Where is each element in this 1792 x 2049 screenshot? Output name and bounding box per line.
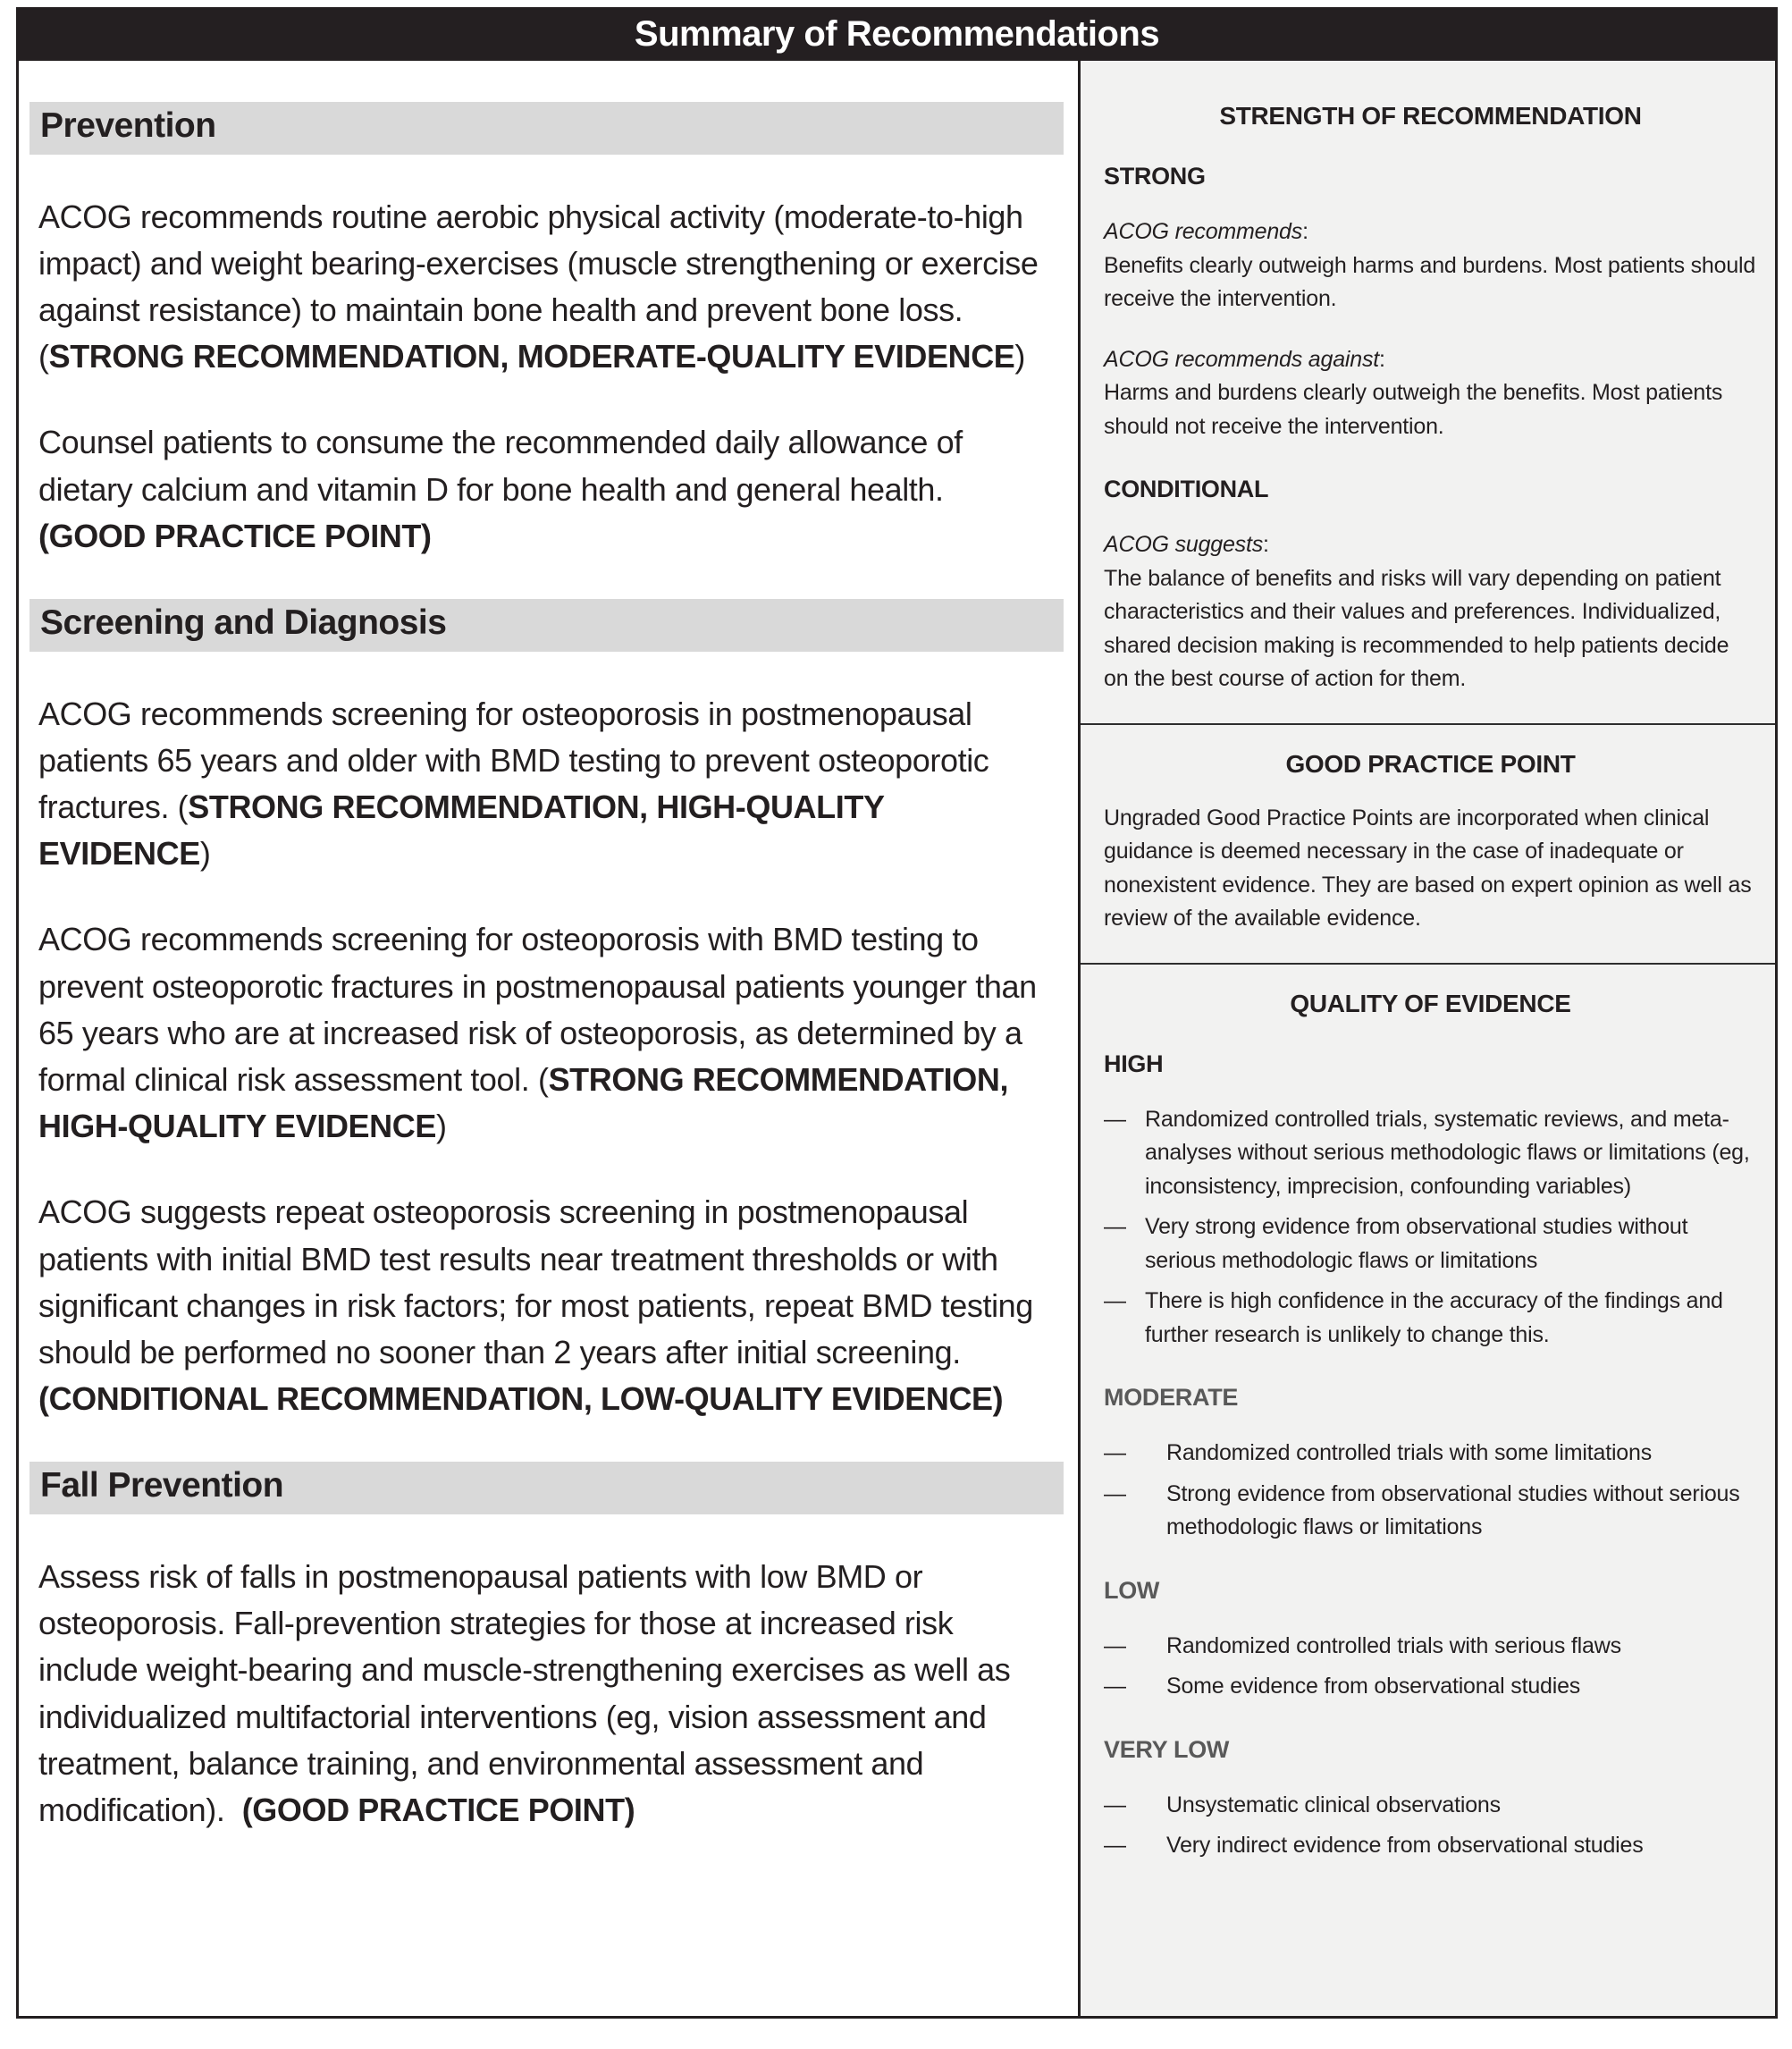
definition-item	[1104, 528, 1757, 696]
bullet-text: Randomized controlled trials, systematic reviews, and meta-analyses without serious methodologic flaws or limitations (eg, inconsistency, imprecision, confounding variables)	[1145, 1106, 1750, 1199]
bullet-item	[1104, 1478, 1757, 1545]
panel-divider-rule	[1081, 963, 1775, 965]
bullet-item	[1104, 1103, 1757, 1204]
section-heading: Fall Prevention	[29, 1462, 1064, 1514]
dash-bullet-marker: —	[1104, 1106, 1126, 1132]
bullet-item	[1104, 1829, 1757, 1863]
definition-lead	[1104, 215, 1757, 249]
recommendation-paragraph	[38, 691, 1042, 878]
lead-italic-text: ACOG recommends	[1104, 219, 1303, 244]
grade-label-text: (CONDITIONAL RECOMMENDATION, LOW-QUALITY EVIDENCE)	[38, 1380, 1004, 1418]
dash-bullet-marker: —	[1104, 1214, 1126, 1239]
bullet-item	[1104, 1210, 1757, 1277]
lead-colon: :	[1379, 346, 1385, 372]
table-header-bar	[19, 10, 1775, 61]
recommendations-column	[19, 61, 1078, 2016]
grade-level-label: CONDITIONAL	[1104, 476, 1269, 502]
definition-body-text: Harms and burdens clearly outweigh the benefits. Most patients should not receive the intervention.	[1104, 380, 1723, 439]
bullet-list	[1104, 1103, 1757, 1353]
dash-bullet-marker: —	[1104, 1440, 1126, 1465]
definition-panel	[1104, 102, 1757, 696]
body-text: Assess risk of falls in postmenopausal patients with low BMD or osteoporosis. Fall-prevention strategies for those at increased risk include weight-bearing and muscle-strengthening exercises as well as individualized multifactorial interventions (eg, vision assessment and treatment, balance training, and environmental assessment and modification).	[38, 1558, 1011, 1828]
bullet-item	[1104, 1285, 1757, 1352]
bullet-item	[1104, 1789, 1757, 1823]
body-text: )	[199, 835, 211, 873]
recommendation-section	[29, 1462, 1064, 1834]
grade-level-label: LOW	[1104, 1576, 1160, 1604]
definition-body-text: The balance of benefits and risks will vary depending on patient characteristics and their values and preferences. Individualized, shared decision making is recommended to help patients decide on the best course of action for them.	[1104, 565, 1729, 691]
section-heading: Screening and Diagnosis	[29, 599, 1064, 652]
lead-italic-text: ACOG suggests	[1104, 532, 1264, 557]
definition-lead	[1104, 343, 1757, 377]
bullet-text: Very indirect evidence from observational studies	[1166, 1833, 1644, 1858]
definition-item	[1104, 343, 1757, 444]
definitions-column	[1078, 61, 1775, 2016]
bullet-item	[1104, 1670, 1757, 1704]
grade-label-text: STRONG RECOMMENDATION, HIGH-QUALITY EVIDENCE	[38, 1061, 1009, 1145]
recommendation-section	[29, 102, 1064, 560]
grade-label-text: (GOOD PRACTICE POINT)	[38, 517, 432, 554]
bullet-list	[1104, 1630, 1757, 1704]
body-text: ACOG recommends screening for osteoporosis in postmenopausal patients 65 years and older with BMD testing to prevent osteoporotic fractures. (	[38, 695, 989, 826]
dash-bullet-marker: —	[1104, 1480, 1126, 1506]
grade-level-label: HIGH	[1104, 1050, 1164, 1077]
dash-bullet-marker: —	[1104, 1632, 1126, 1658]
panel-heading: STRENGTH OF RECOMMENDATION	[1219, 102, 1642, 130]
bullet-text: There is high confidence in the accuracy of the findings and further research is unlikely to change this.	[1145, 1288, 1723, 1347]
recommendation-section	[29, 599, 1064, 1422]
section-heading: Prevention	[29, 102, 1064, 155]
definition-item	[1104, 215, 1757, 316]
bullet-list	[1104, 1437, 1757, 1545]
grade-level-label: STRONG	[1104, 163, 1206, 190]
recommendation-paragraph	[38, 1554, 1042, 1834]
definition-panel	[1104, 990, 1757, 1863]
bullet-item	[1104, 1630, 1757, 1664]
body-text: )	[1014, 338, 1026, 375]
grade-label-text: (GOOD PRACTICE POINT)	[241, 1791, 635, 1828]
body-text: ACOG recommends screening for osteoporosis with BMD testing to prevent osteoporotic fractures in postmenopausal patients younger than 65 years who are at increased risk of osteoporosis, as determined by a formal clinical risk assessment tool. (	[38, 921, 1037, 1098]
recommendations-table	[16, 7, 1778, 2019]
body-text: ACOG suggests repeat osteoporosis screening in postmenopausal patients with initial BMD test results near treatment thresholds or with significant changes in risk factors; for most patients, repeat BMD testing should be performed no sooner than 2 years after initial screening.	[38, 1193, 1033, 1370]
bullet-text: Randomized controlled trials with serious flaws	[1166, 1632, 1621, 1658]
panel-paragraph: Ungraded Good Practice Points are incorporated when clinical guidance is deemed necessary in the case of inadequate or nonexistent evidence. They are based on expert opinion as well as review of the available evidence.	[1104, 805, 1752, 931]
panel-divider-rule	[1081, 723, 1775, 725]
lead-italic-text: ACOG recommends against	[1104, 346, 1380, 372]
panel-heading: QUALITY OF EVIDENCE	[1290, 989, 1571, 1017]
grade-level-label: MODERATE	[1104, 1384, 1239, 1411]
definition-panel	[1104, 750, 1757, 936]
recommendation-paragraph	[38, 419, 1042, 560]
bullet-list	[1104, 1789, 1757, 1863]
body-text: )	[435, 1108, 447, 1145]
bullet-text: Very strong evidence from observational studies without serious methodologic flaws or limitations	[1145, 1214, 1688, 1273]
grade-label-text: STRONG RECOMMENDATION, MODERATE-QUALITY EVIDENCE	[48, 338, 1015, 375]
grade-level-label: VERY LOW	[1104, 1735, 1230, 1763]
grade-label-text: STRONG RECOMMENDATION, HIGH-QUALITY EVIDENCE	[38, 788, 884, 873]
recommendation-paragraph	[38, 1189, 1042, 1422]
recommendation-paragraph	[38, 194, 1042, 381]
dash-bullet-marker: —	[1104, 1288, 1126, 1313]
bullet-text: Randomized controlled trials with some limitations	[1166, 1440, 1653, 1465]
definition-lead	[1104, 528, 1757, 562]
table-body	[19, 61, 1775, 2016]
lead-colon: :	[1263, 532, 1269, 557]
dash-bullet-marker: —	[1104, 1833, 1126, 1858]
recommendation-paragraph	[38, 916, 1042, 1150]
body-text: Counsel patients to consume the recommended daily allowance of dietary calcium and vitamin D for bone health and general health.	[38, 424, 963, 508]
panel-heading: GOOD PRACTICE POINT	[1285, 749, 1576, 778]
bullet-text: Strong evidence from observational studies without serious methodologic flaws or limitations	[1166, 1480, 1740, 1539]
page-title: Summary of Recommendations	[634, 13, 1160, 54]
bullet-item	[1104, 1437, 1757, 1471]
dash-bullet-marker: —	[1104, 1674, 1126, 1699]
lead-colon: :	[1302, 219, 1308, 244]
dash-bullet-marker: —	[1104, 1792, 1126, 1817]
bullet-text: Unsystematic clinical observations	[1166, 1792, 1501, 1817]
bullet-text: Some evidence from observational studies	[1166, 1674, 1581, 1699]
body-text: ACOG recommends routine aerobic physical activity (moderate-to-high impact) and weight bearing-exercises (muscle strengthening or exercise against resistance) to maintain bone health and prevent bone loss. (	[38, 198, 1039, 375]
definition-body-text: Benefits clearly outweigh harms and burdens. Most patients should receive the intervention.	[1104, 252, 1756, 311]
